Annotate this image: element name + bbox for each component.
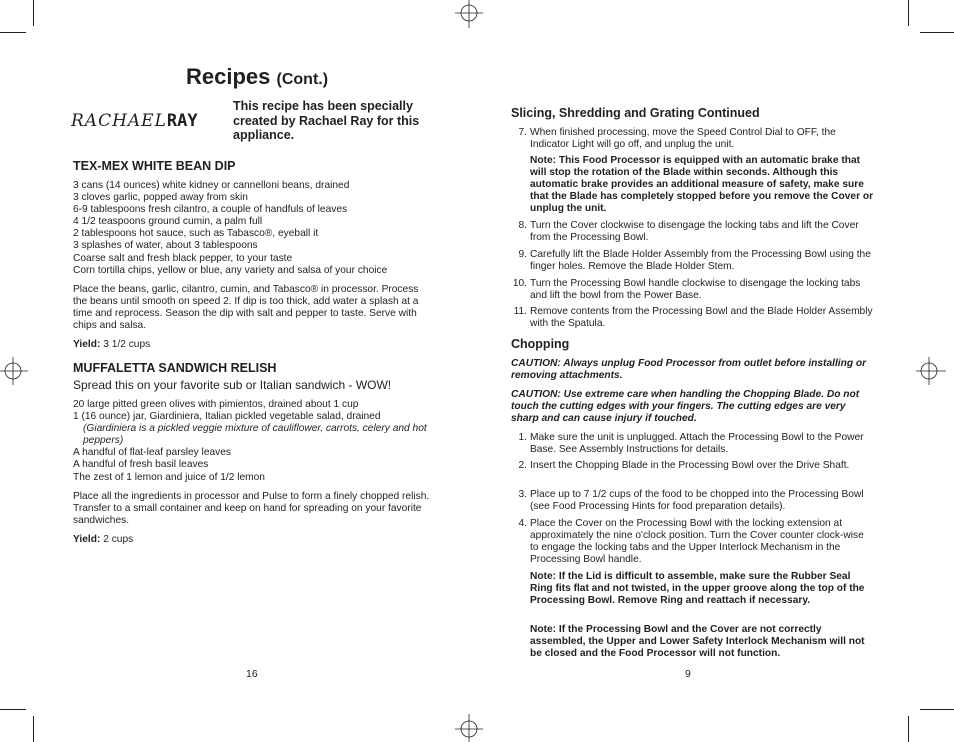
registration-mark-icon [912, 354, 946, 388]
crop-mark [920, 32, 954, 33]
step-11 [513, 306, 875, 330]
section-chopping-title: Chopping [511, 337, 570, 351]
logo-bold-text: RAY [166, 111, 198, 131]
ingredient: 1 (16 ounce) jar, Giardiniera, Italian pickled vegetable salad, drained [73, 411, 381, 423]
recipe2-subtitle: Spread this on your favorite sub or Italian sandwich - WOW! [73, 378, 392, 392]
recipe2-directions: Place all the ingredients in processor and Pulse to form a finely chopped relish. Transfer to a small container and keep on hand for spreading on your favorite sandwiches. [73, 491, 430, 527]
step-text: Turn the Processing Bowl handle clockwise to disengage the locking tabs and lift the bowl from the Power Base. [530, 278, 861, 302]
note-lid-assembly: Note: If the Lid is difficult to assemble, make sure the Rubber Seal Ring fits flat and not twisted, in the upper groove along the top of the Processing Bowl. Remove Ring and reattach if necessary. [530, 571, 865, 607]
step-text: When finished processing, move the Speed Control Dial to OFF, the Indicator Light will go off, and unplug the unit. [530, 127, 836, 151]
recipe1-directions: Place the beans, garlic, cilantro, cumin, and Tabasco® in processor. Process the beans until smooth on speed 2. If dip is too thick, add water a splash at a time and reprocess. Season the dip with salt and pepper to taste. Serve with chips and salsa. [73, 284, 419, 332]
recipe1-title: TEX-MEX WHITE BEAN DIP [73, 159, 236, 173]
crop-mark [33, 0, 34, 26]
page-number-right: 9 [685, 668, 691, 680]
step-number: 10. [512, 278, 527, 289]
recipe2-title: MUFFALETTA SANDWICH RELISH [73, 361, 277, 375]
step-text: Place up to 7 1/2 cups of the food to be chopped into the Processing Bowl (see Food Processing Hints for food preparation details). [530, 489, 864, 513]
chopping-step-2 [518, 460, 875, 472]
step-10 [512, 278, 875, 302]
logo-script-text: RACHAEL [71, 111, 167, 131]
ingredient-note: (Giardiniera is a pickled veggie mixture of cauliflower, carrots, celery and hot peppers) [83, 423, 427, 447]
step-number: 7. [518, 127, 527, 138]
step-number: 2. [518, 460, 527, 471]
step-text: Carefully lift the Blade Holder Assembly from the Processing Bowl using the finger holes. Remove the Blade Holder Stem. [530, 249, 871, 273]
recipe1-ingredients [73, 180, 387, 277]
ingredient: 20 large pitted green olives with pimientos, drained about 1 cup [73, 399, 359, 410]
registration-mark-icon [452, 708, 486, 742]
chopping-step-4 [518, 518, 875, 566]
step-number: 11. [513, 306, 527, 317]
step-text: Place the Cover on the Processing Bowl with the locking extension at approximately the nine o'clock position. Turn the Cover counter clock-wise to engage the locking tabs and the Upper Interlock Mechanism in the Processing Bowl handle. [530, 518, 864, 566]
rachael-ray-logo [71, 111, 198, 131]
step-text: Insert the Chopping Blade in the Processing Bowl over the Drive Shaft. [530, 460, 850, 471]
chopping-step-1 [518, 432, 875, 456]
yield-value: 3 1/2 cups [103, 339, 151, 350]
step-number: 1. [518, 432, 527, 443]
step-9 [518, 249, 875, 273]
step-number: 4. [518, 518, 527, 529]
step-number: 3. [518, 489, 527, 500]
page-number-left: 16 [246, 668, 258, 680]
step-8 [518, 220, 875, 244]
registration-mark-icon [452, 0, 486, 34]
yield-label: Yield: [73, 534, 101, 545]
ingredient: 2 tablespoons hot sauce, such as Tabasco®, eyeball it [73, 228, 319, 240]
ingredient: 3 cans (14 ounces) white kidney or cannelloni beans, drained [73, 180, 350, 191]
recipe2-ingredients [73, 399, 433, 484]
crop-mark [908, 0, 909, 26]
step-7 [518, 127, 875, 151]
yield-value: 2 cups [103, 534, 134, 545]
caution-blade: CAUTION: Use extreme care when handling the Chopping Blade. Do not touch the cutting edges with your fingers. The cutting edges are very sharp and can cause injury if touched. [511, 389, 860, 425]
ingredient: 4 1/2 teaspoons ground cumin, a palm full [73, 216, 263, 228]
page-title [186, 64, 328, 90]
chopping-step-3 [518, 489, 875, 513]
note-automatic-brake: Note: This Food Processor is equipped with an automatic brake that will stop the rotation of the Blade within seconds. Although this automatic brake provides an additional measure of safety, make sure that the Blade has completely stopped before you remove the Cover or unplug the unit. [530, 155, 874, 215]
title-suffix: (Cont.) [276, 71, 329, 88]
registration-mark-icon [0, 354, 34, 388]
ingredient: Corn tortilla chips, yellow or blue, any variety and salsa of your choice [73, 264, 388, 276]
crop-mark [0, 709, 26, 710]
ingredient: A handful of fresh basil leaves [73, 459, 209, 471]
ingredient: The zest of 1 lemon and juice of 1/2 lemon [73, 471, 265, 483]
step-text: Remove contents from the Processing Bowl and the Blade Holder Assembly with the Spatula. [530, 306, 873, 330]
title-main: Recipes [186, 64, 271, 89]
step-number: 8. [518, 220, 527, 231]
recipe2-yield [73, 534, 133, 545]
step-number: 9. [518, 249, 527, 260]
ingredient: 3 cloves garlic, popped away from skin [73, 192, 248, 204]
caution-unplug: CAUTION: Always unplug Food Processor from outlet before installing or removing attachments. [511, 358, 867, 382]
crop-mark [920, 709, 954, 710]
intro-note: This recipe has been specially created by Rachael Ray for this appliance. [233, 99, 420, 142]
ingredient: 6-9 tablespoons fresh cilantro, a couple of handfuls of leaves [73, 204, 348, 216]
step-text: Make sure the unit is unplugged. Attach the Processing Bowl to the Power Base. See Assembly Instructions for details. [530, 432, 864, 456]
yield-label: Yield: [73, 339, 101, 350]
crop-mark [0, 32, 26, 33]
crop-mark [33, 716, 34, 742]
crop-mark [908, 716, 909, 742]
step-text: Turn the Cover clockwise to disengage the locking tabs and lift the Cover from the Processing Bowl. [530, 220, 859, 244]
ingredient: 3 splashes of water, about 3 tablespoons [73, 240, 258, 252]
ingredient: Coarse salt and fresh black pepper, to your taste [73, 252, 293, 264]
section-slicing-title: Slicing, Shredding and Grating Continued [511, 106, 760, 120]
recipe1-yield [73, 339, 150, 350]
ingredient: A handful of flat-leaf parsley leaves [73, 447, 232, 459]
note-interlock: Note: If the Processing Bowl and the Cover are not correctly assembled, the Upper and Lower Safety Interlock Mechanism will not be closed and the Food Processor will not function. [530, 624, 865, 660]
